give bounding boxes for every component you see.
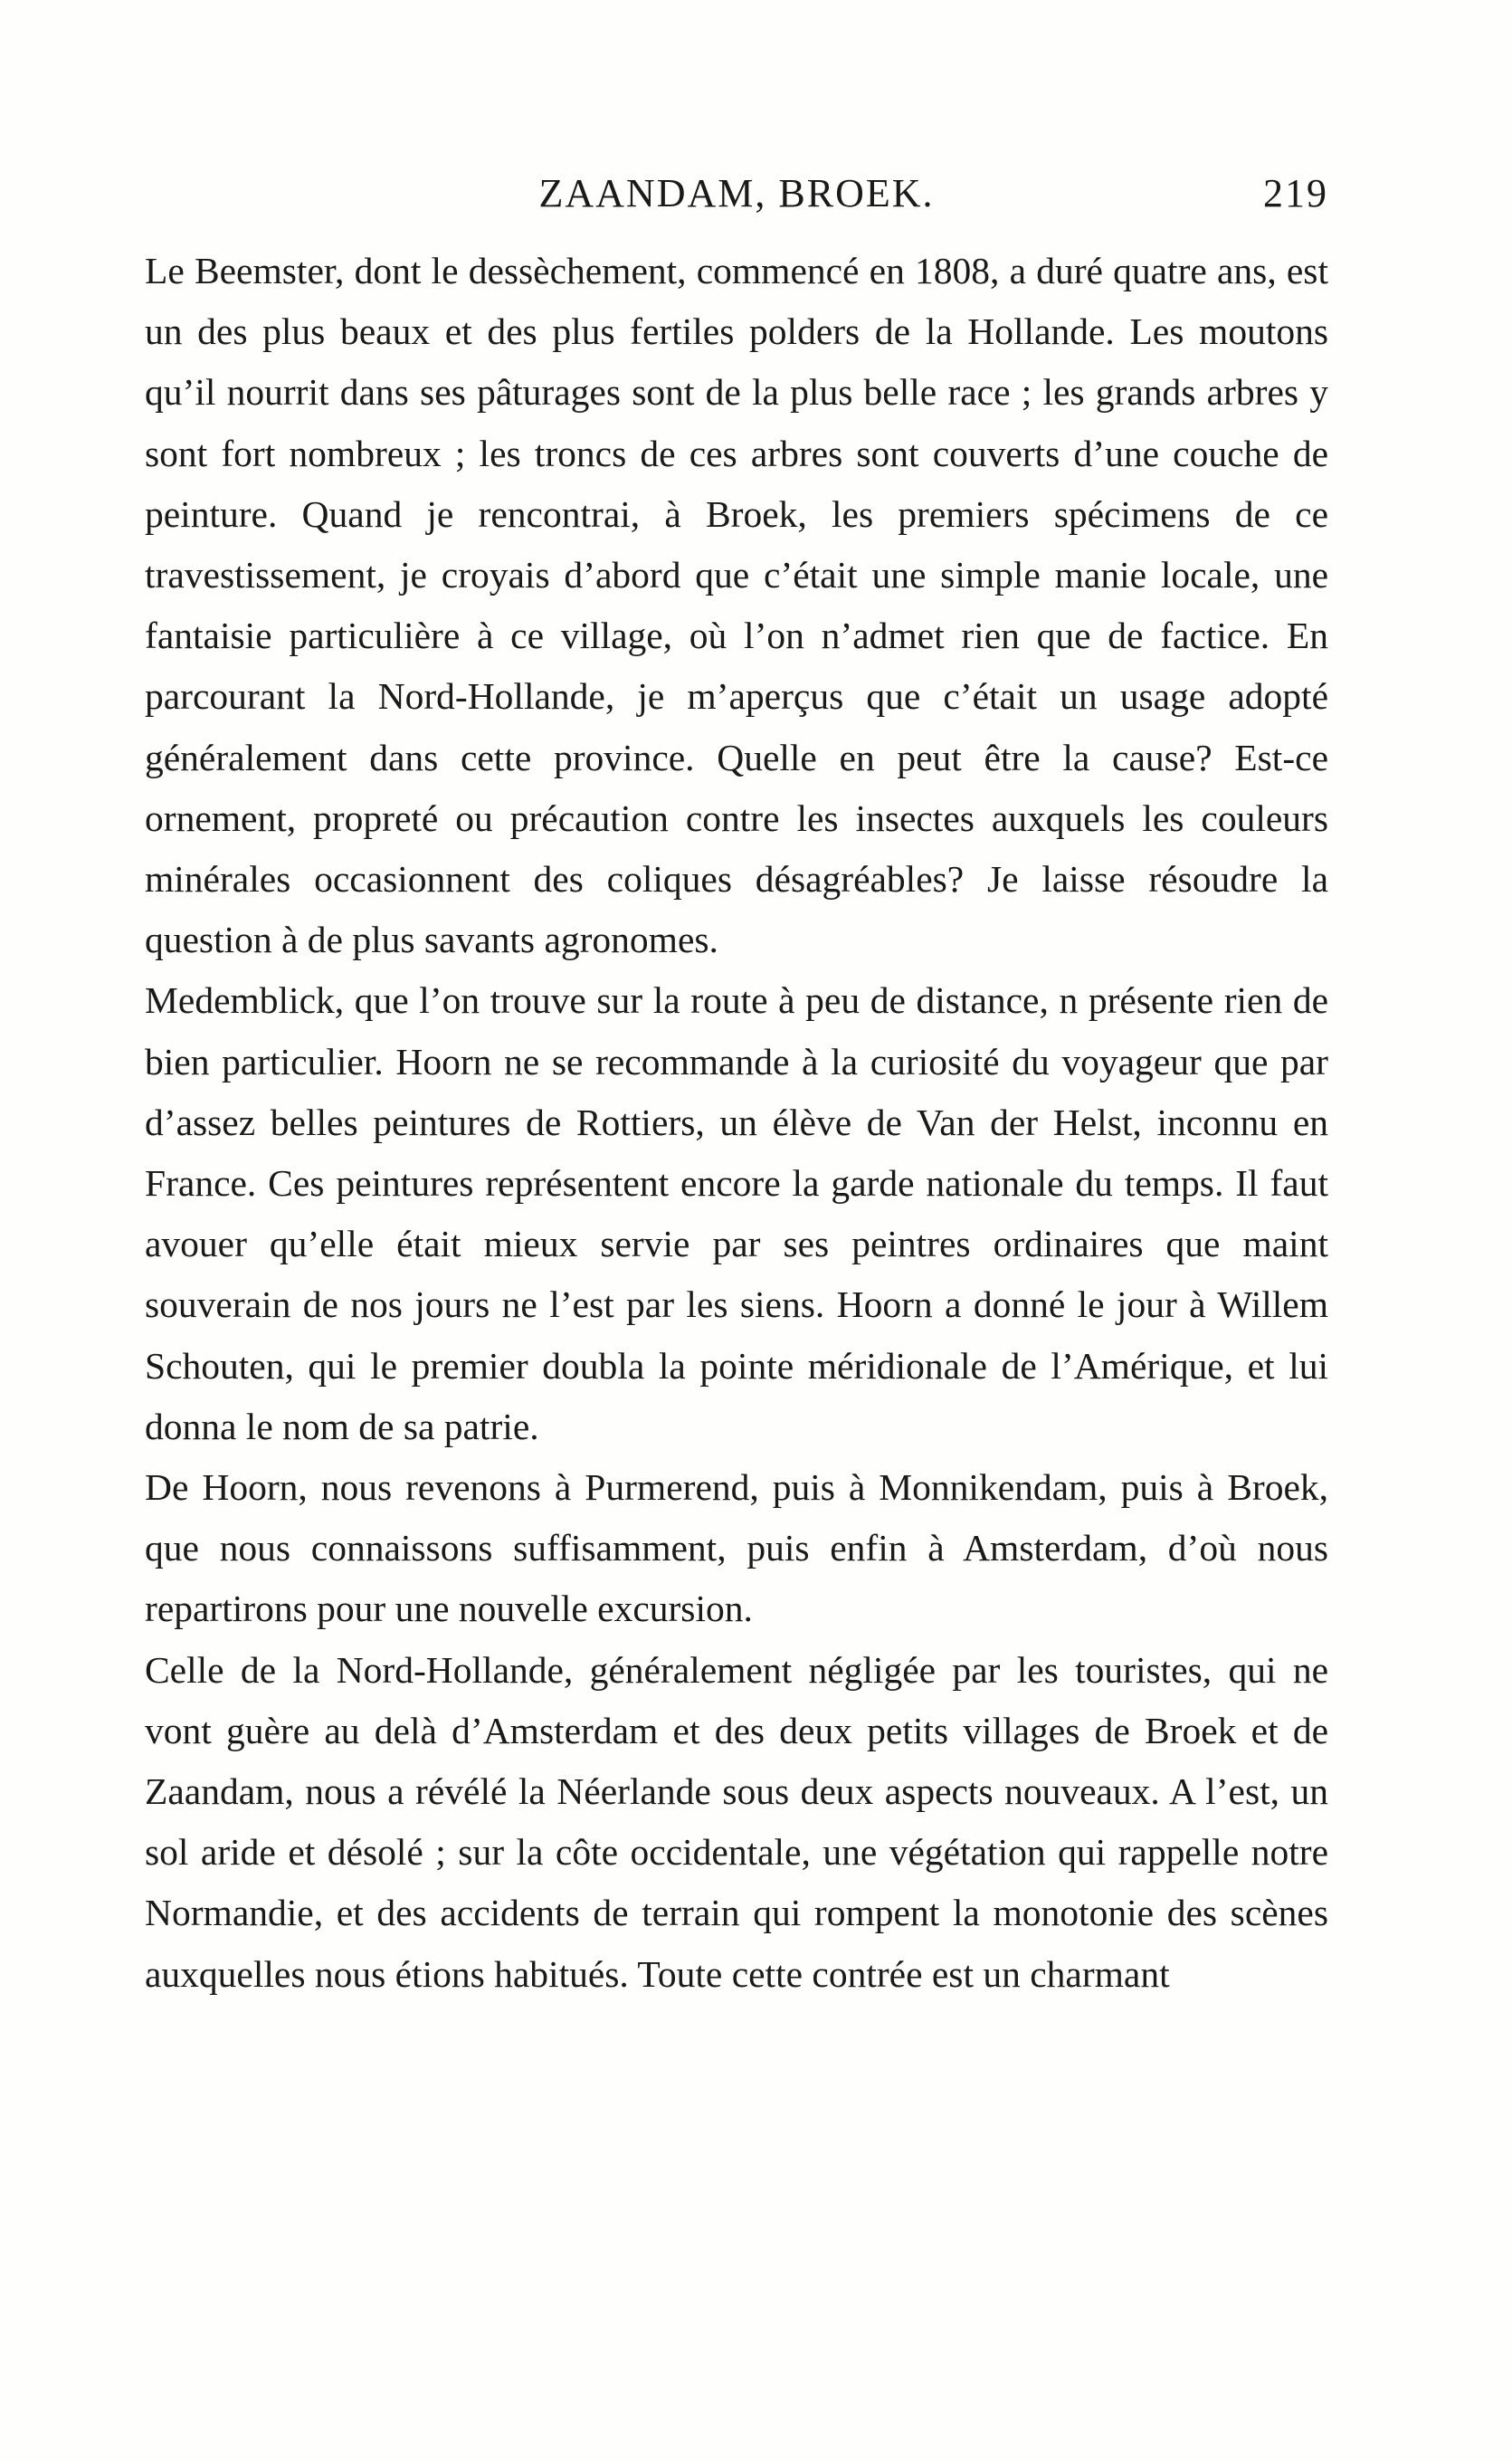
paragraph-hoorn: De Hoorn, nous revenons à Purmerend, puis à Monnikendam, puis à Broek, que nous connaissons suffisamment, puis enfin à Amsterdam, d’où nous repartirons pour une nouvelle excursion.: [145, 1466, 1328, 1630]
paragraph-beemster: Le Beemster, dont le dessèchement, commencé en 1808, a duré quatre ans, est un des plus beaux et des plus fertiles polders de la Hollande. Les moutons qu’il nourrit dans ses pâturages sont de la plus belle race ; les grands arbres y sont fort nombreux ; les troncs de ces arbres sont couverts d’une couche de peinture. Quand je rencontrai, à Broek, les premiers spécimens de ce travestissement, je croyais d’abord que c’était une simple manie locale, une fantaisie particulière à ce village, où l’on n’admet rien que de factice. En parcourant la Nord-Hollande, je m’aperçus que c’était un usage adopté généralement dans cette province. Quelle en peut être la cause? Est-ce ornement, propreté ou précaution contre les insectes auxquels les couleurs minérales occasionnent des coliques désagréables? Je laisse résoudre la question à de plus savants agronomes.: [145, 250, 1328, 961]
paragraph-medemblick: Medemblick, que l’on trouve sur la route à peu de distance, n présente rien de bien particulier. Hoorn ne se recommande à la curiosité du voyageur que par d’assez belles peintures de Rottiers, un élève de Van der Helst, inconnu en France. Ces peintures représentent encore la garde nationale du temps. Il faut avouer qu’elle était mieux servie par ses peintres ordinaires que maint souverain de nos jours ne l’est par les siens. Hoorn a donné le jour à Willem Schouten, qui le premier doubla la pointe méridionale de l’Amérique, et lui donna le nom de sa patrie.: [145, 979, 1328, 1447]
paragraph-nord-hollande: Celle de la Nord-Hollande, généralement négligée par les touristes, qui ne vont guère au delà d’Amsterdam et des deux petits villages de Broek et de Zaandam, nous a révélé la Néerlande sous deux aspects nouveaux. A l’est, un sol aride et désolé ; sur la côte occidentale, une végétation qui rappelle notre Normandie, et des accidents de terrain qui rompent la monotonie des scènes auxquelles nous étions habitués. Toute cette contrée est un charmant: [145, 1648, 1328, 1995]
page-header: [145, 170, 1328, 224]
running-title: ZAANDAM, BROEK.: [538, 171, 935, 215]
body-text: [145, 241, 1328, 2005]
page-number: 219: [1263, 171, 1328, 215]
